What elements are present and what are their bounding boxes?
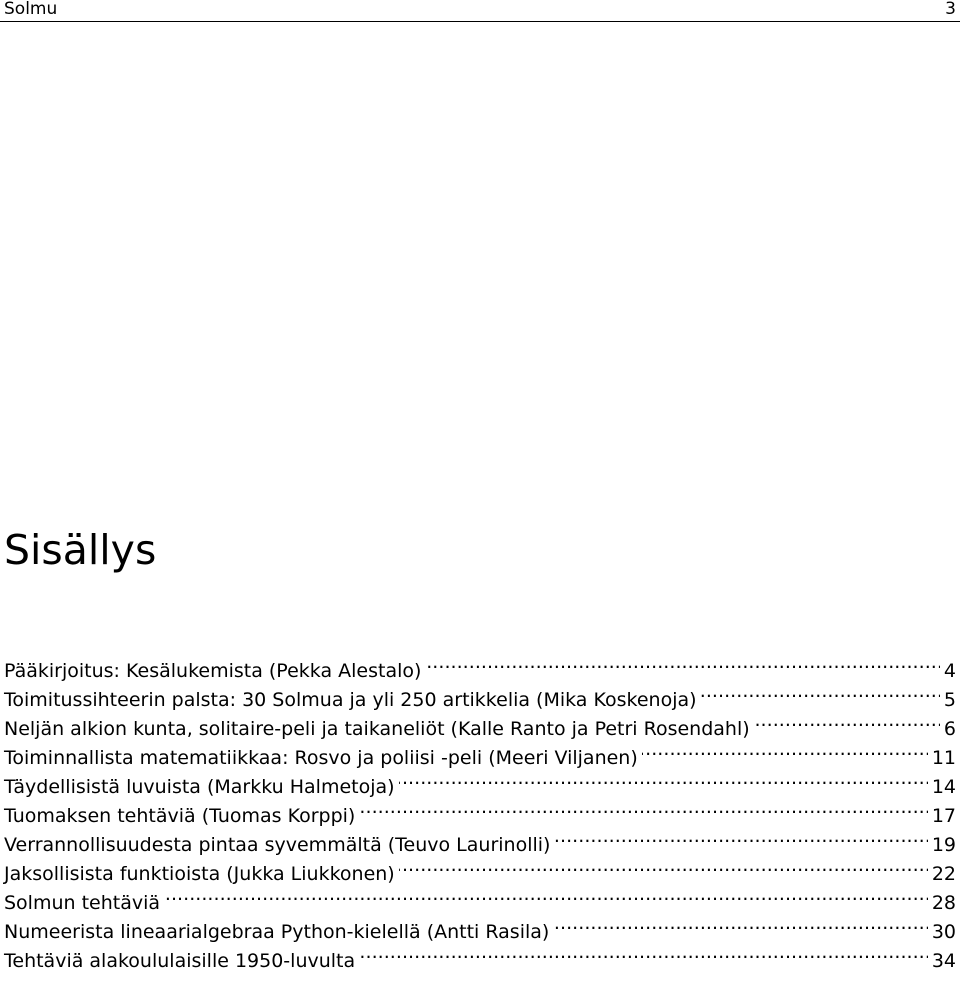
table-of-contents (4, 648, 956, 972)
toc-entry-title: Pääkirjoitus: Kesälukemista (Pekka Alestalo) (4, 660, 422, 682)
toc-entry-title: Täydellisistä luvuista (Markku Halmetoja) (4, 776, 395, 798)
toc-entry-page: 34 (931, 950, 956, 972)
toc-entry-page: 17 (931, 805, 956, 827)
dot-leader (642, 735, 928, 764)
toc-entry-title: Numeerista lineaarialgebraa Python-kielellä (Antti Rasila) (4, 921, 550, 943)
dot-leader (399, 764, 928, 793)
page-title: Sisällys (4, 526, 157, 574)
journal-name: Solmu (4, 0, 58, 19)
toc-entry-title: Tuomaksen tehtäviä (Tuomas Korppi) (4, 805, 356, 827)
dot-leader (164, 880, 928, 909)
toc-entry-page: 19 (931, 834, 956, 856)
dot-leader (553, 909, 928, 938)
toc-entry[interactable] (4, 648, 956, 682)
toc-entry-title: Toimitussihteerin palsta: 30 Solmua ja yli 250 artikkelia (Mika Koskenoja) (4, 689, 697, 711)
header-rule (0, 21, 960, 22)
toc-entry-title: Toiminnallista matematiikkaa: Rosvo ja poliisi -peli (Meeri Viljanen) (4, 747, 638, 769)
dot-leader (554, 822, 927, 851)
toc-entry-page: 28 (931, 892, 956, 914)
toc-entry-page: 30 (931, 921, 956, 943)
toc-entry-page: 22 (931, 863, 956, 885)
toc-entry-page: 5 (943, 689, 956, 711)
dot-leader (359, 938, 928, 967)
toc-entry-title: Neljän alkion kunta, solitaire-peli ja taikaneliöt (Kalle Ranto ja Petri Rosendahl) (4, 718, 750, 740)
dot-leader (359, 793, 927, 822)
page-header (4, 0, 956, 18)
dot-leader (701, 677, 940, 706)
toc-entry-page: 6 (943, 718, 956, 740)
toc-entry-title: Verrannollisuudesta pintaa syvemmältä (Teuvo Laurinolli) (4, 834, 551, 856)
toc-entry-title: Solmun tehtäviä (4, 892, 161, 914)
toc-entry-title: Jaksollisista funktioista (Jukka Liukkonen) (4, 863, 395, 885)
toc-entry-page: 14 (931, 776, 956, 798)
toc-entry-title: Tehtäviä alakoululaisille 1950-luvulta (4, 950, 356, 972)
dot-leader (399, 851, 928, 880)
page-number: 3 (945, 0, 956, 19)
toc-entry-page: 4 (943, 660, 956, 682)
dot-leader (754, 706, 940, 735)
dot-leader (425, 648, 940, 677)
toc-entry-page: 11 (931, 747, 956, 769)
